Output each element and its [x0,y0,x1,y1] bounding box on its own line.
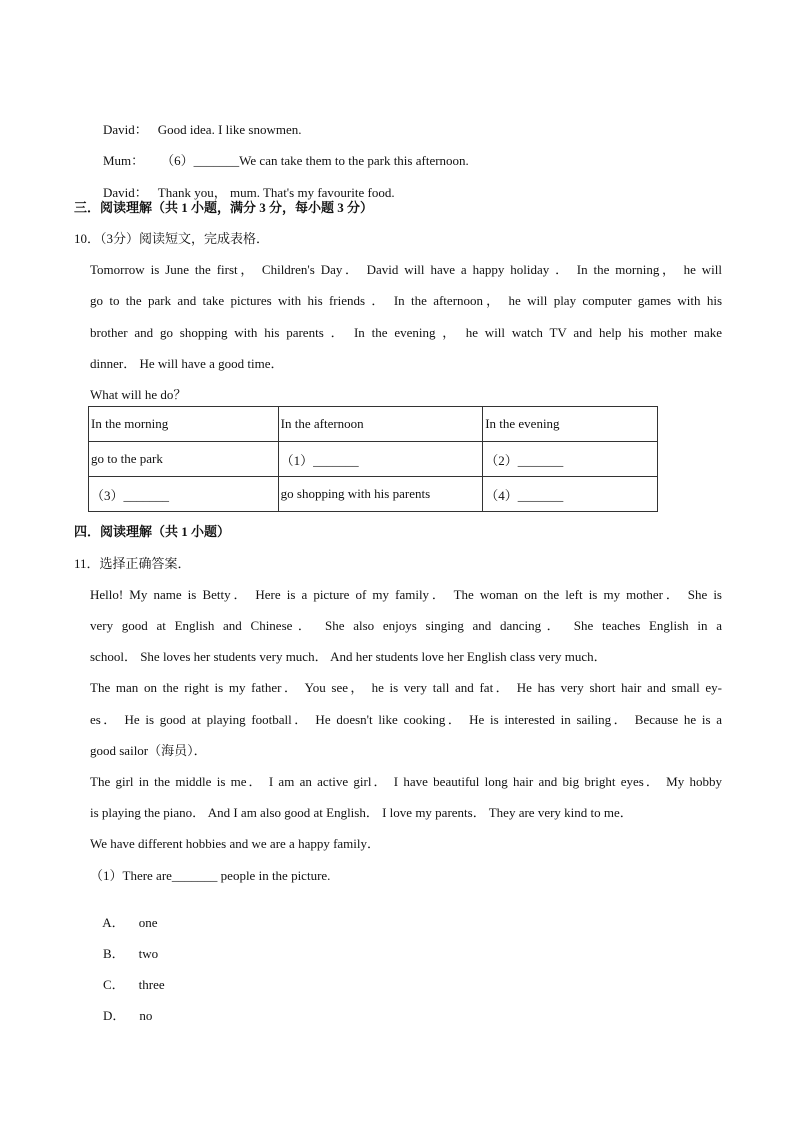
table-header-cell: In the afternoon [278,407,483,442]
option-text: no [139,1008,153,1023]
passage-line: es． He is good at playing football． He doesn't like cooking． He is interested in sailing． Because he is a [90,712,722,727]
blank-cell: （1）_______ [278,442,483,477]
blank-cell: （4）_______ [483,477,658,512]
table-prompt: What will he do？ [90,387,187,402]
dialogue-text: （6）_______We can take them to the park this afternoon. [161,153,469,168]
passage-line: Tomorrow is June the first， Children's Day． David will have a happy holiday ． In the morning， he will [90,262,722,277]
speaker-label: David： [103,185,148,200]
table-header-row [89,407,658,442]
passage-line: dinner． He will have a good time． [90,356,284,371]
blank-cell: （3）_______ [89,477,279,512]
dialogue-text: Good idea. I like snowmen. [157,122,302,137]
speaker-label: Mum： [103,153,145,168]
passage-line: The girl in the middle is me． I am an active girl． I have beautiful long hair and big bright eyes． My hobby [90,774,722,789]
blank-cell: （2）_______ [483,442,658,477]
option-text: one [138,915,158,930]
question-title: 10．（3分）阅读短文，完成表格． [74,231,270,246]
option-text: three [138,977,165,992]
question-title: 11．选择正确答案． [74,556,191,571]
passage-line: very good at English and Chinese． She also enjoys singing and dancing． She teaches English in a [90,618,722,633]
passage-line: We have different hobbies and we are a happy family． [90,836,381,851]
option-label: B． [103,946,125,961]
dialogue-text: Thank you， mum. That's my favourite food. [157,185,395,200]
passage-line: go to the park and take pictures with his friends ． In the afternoon， he will play computer games with his [90,293,723,308]
option-label: D． [103,1008,126,1023]
table-header-cell: In the morning [89,407,279,442]
table-cell: go shopping with his parents [278,477,483,512]
sub-question: （1）There are_______ people in the picture. [90,868,331,883]
section-heading: 三．阅读理解（共 1 小题，满分 3 分，每小题 3 分） [74,200,374,215]
passage-line: school． She loves her students very much． And her students love her English class very much． [90,649,607,664]
option-text: two [138,946,159,961]
table-row [89,442,658,477]
passage-line: good sailor（海员）． [90,743,207,758]
table-row [89,477,658,512]
section-heading: 四．阅读理解（共 1 小题） [74,524,231,539]
option-d [90,989,152,1040]
table-header-cell: In the evening [483,407,658,442]
passage-line: The man on the right is my father． You see， he is very tall and fat． He has very short hair and small ey- [90,680,722,695]
option-label: C． [103,977,125,992]
table-cell: go to the park [89,442,279,477]
passage-line: Hello! My name is Betty． Here is a picture of my family． The woman on the left is my mother． She is [90,587,722,602]
passage-line: brother and go shopping with his parents ． In the evening ， he will watch TV and help his mother make [90,325,722,340]
answer-table [88,406,658,512]
speaker-label: David： [103,122,148,137]
passage-line: is playing the piano． And I am also good at English． I love my parents． They are very kind to me． [90,805,633,820]
option-label: A． [102,915,125,930]
